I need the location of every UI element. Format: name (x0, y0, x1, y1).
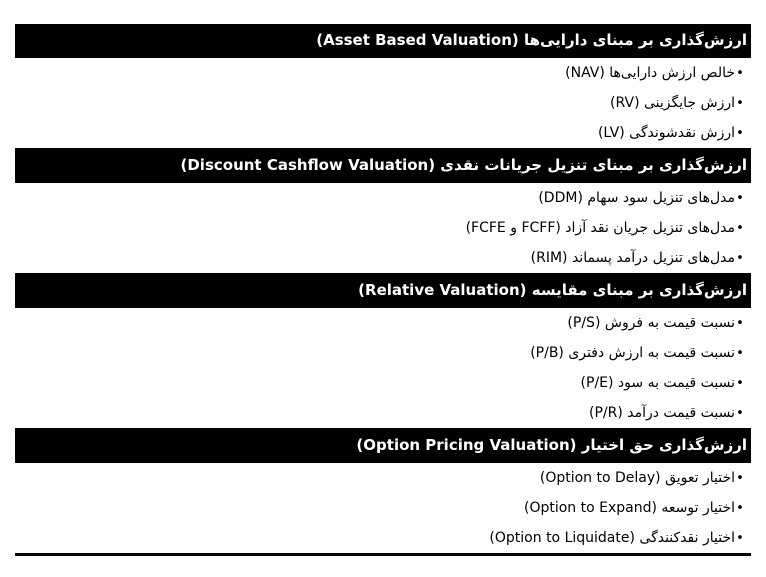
list-item (15, 523, 751, 553)
bullet: • (736, 501, 744, 516)
section-items-discount-cashflow (15, 182, 751, 274)
bullet: • (736, 126, 744, 141)
bullet: • (736, 376, 744, 391)
list-item (15, 308, 751, 338)
item-text: اختیار نقدکنندگی (Option to Liquidate) (489, 530, 735, 546)
list-item (15, 463, 751, 493)
list-item (15, 118, 751, 148)
item-text: ارزش نقدشوندگی (LV) (597, 125, 735, 141)
list-item (15, 368, 751, 398)
section-header-relative: ارزش‌گذاری بر مبنای مقایسه (Relative Valuation) (15, 274, 751, 307)
list-item (15, 88, 751, 118)
item-text: نسبت قیمت درآمد (P/R) (588, 405, 735, 421)
item-text: مدل‌های تنزیل جریان نقد آزاد (FCFF و FCFE) (465, 220, 735, 236)
bullet: • (736, 251, 744, 266)
item-text: مدل‌های تنزیل سود سهام (DDM) (538, 190, 735, 206)
item-text: نسبت قیمت به فروش (P/S) (567, 315, 735, 331)
section-header-option-pricing: ارزش‌گذاری حق اختیار (Option Pricing Valuation) (15, 429, 751, 462)
list-item (15, 338, 751, 368)
section-items-option-pricing (15, 462, 751, 554)
item-text: نسبت قیمت به ارزش دفتری (P/B) (530, 345, 735, 361)
list-item (15, 58, 751, 88)
item-text: اختیار تعویق (Option to Delay) (539, 470, 735, 486)
list-item (15, 213, 751, 243)
list-item (15, 493, 751, 523)
bullet: • (736, 471, 744, 486)
section-header-asset-based: ارزش‌گذاری بر مبنای دارایی‌ها (Asset Based Valuation) (15, 24, 751, 57)
bullet: • (736, 96, 744, 111)
item-text: خالص ارزش دارایی‌ها (NAV) (565, 65, 735, 81)
section-items-asset-based (15, 57, 751, 149)
item-text: نسبت قیمت به سود (P/E) (580, 375, 735, 391)
bullet: • (736, 406, 744, 421)
section-items-relative (15, 307, 751, 429)
bullet: • (736, 221, 744, 236)
bullet: • (736, 316, 744, 331)
item-text: مدل‌های تنزیل درآمد پسماند (RIM) (530, 250, 735, 266)
section-header-discount-cashflow: ارزش‌گذاری بر مبنای تنزیل جریانات نقدی (Discount Cashflow Valuation) (15, 149, 751, 182)
bullet: • (736, 346, 744, 361)
bullet: • (736, 191, 744, 206)
valuation-methods-table (15, 24, 751, 556)
list-item (15, 398, 751, 428)
item-text: اختیار توسعه (Option to Expand) (523, 500, 735, 516)
item-text: ارزش جایگزینی (RV) (610, 95, 735, 111)
bullet: • (736, 66, 744, 81)
list-item (15, 183, 751, 213)
list-item (15, 243, 751, 273)
bullet: • (736, 531, 744, 546)
